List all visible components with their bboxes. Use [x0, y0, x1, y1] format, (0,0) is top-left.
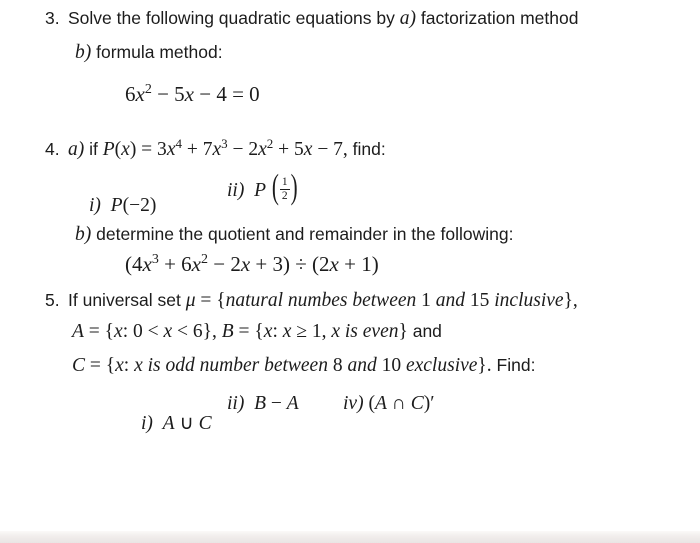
text-segment: iv)	[343, 393, 364, 414]
text-segment: A	[374, 393, 387, 414]
text-segment: x	[191, 252, 201, 276]
text-segment: : 0 <	[122, 321, 164, 342]
question-3-part-b	[75, 42, 223, 64]
photo-edge-bar	[0, 531, 700, 543]
question-5-item-ii	[227, 393, 299, 415]
text-segment: 8	[332, 355, 343, 376]
text-segment: x	[212, 139, 222, 160]
text-segment: x	[184, 82, 194, 106]
text-segment: (−2)	[122, 195, 157, 216]
text-segment: i)	[89, 195, 101, 216]
question-3-equation	[125, 82, 260, 107]
text-segment: x	[142, 252, 152, 276]
text-segment: 15	[469, 290, 490, 311]
text-segment: }.	[477, 355, 492, 376]
text-segment: + 3) ÷ (2	[250, 252, 330, 276]
text-segment: = {	[83, 321, 115, 342]
question-4-header	[45, 136, 386, 161]
text-segment: inclusive	[489, 290, 564, 311]
text-segment: C	[198, 413, 212, 434]
question-4-item-i	[89, 195, 156, 217]
question-3-header	[45, 8, 578, 30]
text-segment: )	[290, 166, 298, 207]
text-segment: ≥ 1,	[291, 321, 332, 342]
text-segment: }	[398, 321, 408, 342]
question-5-sets-a-b	[72, 321, 442, 343]
text-segment: a)	[399, 8, 416, 29]
text-segment: P	[102, 139, 115, 160]
text-segment: C	[410, 393, 424, 414]
text-segment: 6	[125, 82, 136, 106]
question-5-item-i	[141, 411, 212, 435]
text-segment: natural numbes between	[225, 290, 422, 311]
text-segment: determine the quotient and remainder in the following:	[91, 224, 514, 244]
question-4-item-ii	[227, 166, 299, 207]
question-4-part-b	[75, 224, 513, 246]
text-segment: B	[254, 393, 267, 414]
text-segment: ∩	[386, 393, 411, 414]
text-segment: Solve the following quadratic equations by	[68, 8, 400, 28]
text-segment	[244, 393, 254, 414]
text-segment: 1	[421, 290, 431, 311]
text-segment: i)	[141, 413, 153, 434]
text-segment: (4	[125, 252, 143, 276]
text-segment: + 5	[273, 139, 304, 160]
text-segment: 3.	[45, 8, 60, 28]
text-segment: :	[123, 355, 135, 376]
text-segment: x	[303, 139, 313, 160]
text-segment: − 7,	[312, 139, 348, 160]
text-segment: 2	[144, 82, 152, 97]
text-segment: + 6	[158, 252, 192, 276]
text-segment: − 2	[208, 252, 241, 276]
text-segment: x	[115, 355, 124, 376]
text-segment: x	[282, 321, 292, 342]
question-5-subitems	[125, 393, 435, 489]
text-segment: 10	[381, 355, 402, 376]
text-segment: P	[110, 195, 123, 216]
text-segment: a)	[68, 139, 85, 160]
text-segment: and	[430, 290, 470, 311]
question-5-item-iv	[343, 393, 435, 415]
text-segment: < 6},	[172, 321, 222, 342]
text-segment: ) = 3	[129, 139, 167, 160]
text-segment: and	[407, 321, 442, 341]
text-segment: },	[563, 290, 578, 311]
text-segment: A	[162, 413, 175, 434]
text-segment: x is odd number between	[134, 355, 333, 376]
text-segment: x	[121, 139, 130, 160]
text-segment: ∪	[174, 413, 199, 434]
text-segment: A	[72, 321, 84, 342]
text-segment: P	[254, 180, 267, 201]
text-segment: (	[363, 393, 375, 414]
stacked-fraction	[280, 176, 290, 203]
text-segment: 2	[266, 136, 274, 151]
text-segment: μ	[185, 290, 196, 311]
text-segment	[101, 195, 111, 216]
text-segment: x	[240, 252, 251, 276]
text-segment: + 1)	[338, 252, 379, 276]
text-segment	[266, 180, 271, 201]
text-segment	[244, 180, 254, 201]
text-segment: A	[286, 393, 299, 414]
text-segment: If universal set	[68, 290, 186, 310]
text-segment: x	[135, 82, 145, 106]
text-segment: −	[266, 393, 287, 414]
text-segment: x	[114, 321, 123, 342]
question-4-equation	[125, 252, 379, 277]
text-segment: if	[84, 139, 103, 159]
text-segment: C	[72, 355, 86, 376]
text-segment: x is even	[331, 321, 399, 342]
text-segment: + 7	[181, 139, 213, 160]
question-5-header	[45, 290, 578, 312]
text-segment: x	[263, 321, 273, 342]
text-segment: − 2	[227, 139, 259, 160]
text-segment: exclusive	[401, 355, 478, 376]
text-segment: = {	[85, 355, 116, 376]
text-segment: 3	[221, 136, 228, 151]
text-segment: 2	[201, 252, 208, 267]
text-segment: x	[166, 139, 176, 160]
text-segment: x	[258, 139, 267, 160]
text-segment: 4.	[45, 139, 60, 159]
text-segment: factorization method	[416, 8, 579, 28]
fraction-numerator: 1	[280, 176, 290, 190]
text-segment: 4	[175, 136, 182, 151]
text-segment: x	[163, 321, 173, 342]
fraction-denominator: 2	[281, 189, 288, 202]
text-segment: (	[114, 139, 122, 160]
text-segment: b)	[75, 224, 92, 245]
text-segment: b)	[75, 42, 92, 63]
text-segment: ii)	[227, 180, 245, 201]
text-segment: 3	[151, 252, 159, 267]
text-segment: (	[271, 166, 279, 207]
text-segment: 5.	[45, 290, 60, 310]
text-segment: = {	[233, 321, 264, 342]
text-segment: = {	[195, 290, 226, 311]
text-segment: − 4 = 0	[194, 82, 260, 106]
text-segment: ii)	[227, 393, 245, 414]
text-segment	[153, 413, 163, 434]
text-segment: formula method:	[91, 42, 223, 62]
text-segment: − 5	[151, 82, 185, 106]
text-segment: and	[342, 355, 382, 376]
text-segment: B	[221, 321, 234, 342]
text-segment: :	[272, 321, 283, 342]
text-segment: find:	[347, 139, 386, 159]
text-segment: Find:	[491, 355, 536, 375]
text-segment: x	[329, 252, 339, 276]
text-segment: )′	[423, 393, 435, 414]
question-5-set-c	[72, 355, 535, 377]
